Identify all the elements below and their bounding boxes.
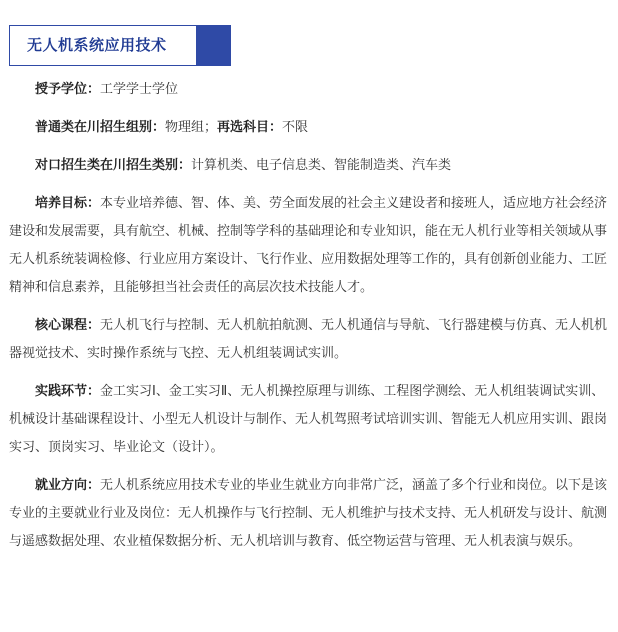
vocational-category-label: 对口招生类在川招生类别： bbox=[35, 158, 192, 173]
reselect-subject-value: 不限 bbox=[282, 120, 309, 135]
major-info-content bbox=[9, 76, 609, 556]
training-goal-label: 培养目标： bbox=[35, 196, 101, 211]
vocational-category-value: 计算机类、电子信息类、智能制造类、汽车类 bbox=[191, 158, 452, 173]
general-group-label: 普通类在川招生组别： bbox=[35, 120, 166, 135]
degree-label: 授予学位： bbox=[35, 82, 101, 97]
practice-text: 金工实习Ⅰ、金工实习Ⅱ、无人机操控原理与训练、工程图学测绘、无人机组装调试实训、机械设计基础课程设计、小型无人机设计与制作、无人机驾照考试培训实训、智能无人机应用实训、跟岗实习、顶岗实习、毕业论文（设计）。 bbox=[9, 384, 608, 455]
general-group-value: 物理组； bbox=[165, 120, 218, 135]
degree-value: 工学学士学位 bbox=[100, 82, 179, 97]
section-title-box bbox=[9, 25, 231, 66]
vocational-category-paragraph bbox=[9, 152, 609, 180]
degree-paragraph bbox=[9, 76, 609, 104]
page-title: 无人机系统应用技术 bbox=[27, 36, 167, 54]
reselect-subject-label: 再选科目： bbox=[217, 120, 283, 135]
core-courses-label: 核心课程： bbox=[35, 318, 101, 333]
employment-text: 无人机系统应用技术专业的毕业生就业方向非常广泛，涵盖了多个行业和岗位。以下是该专业的主要就业行业及岗位：无人机操作与飞行控制、无人机维护与技术支持、无人机研发与设计、航测与遥感数据处理、农业植保数据分析、无人机培训与教育、低空物运营与管理、无人机表演与娱乐。 bbox=[9, 478, 608, 549]
title-accent-block bbox=[196, 26, 230, 65]
core-courses-text: 无人机飞行与控制、无人机航拍航测、无人机通信与导航、飞行器建模与仿真、无人机机器视觉技术、实时操作系统与飞控、无人机组装调试实训。 bbox=[9, 318, 608, 361]
practice-paragraph bbox=[9, 378, 609, 462]
general-group-paragraph bbox=[9, 114, 609, 142]
training-goal-paragraph bbox=[9, 190, 609, 302]
core-courses-paragraph bbox=[9, 312, 609, 368]
employment-paragraph bbox=[9, 472, 609, 556]
training-goal-text: 本专业培养德、智、体、美、劳全面发展的社会主义建设者和接班人，适应地方社会经济建设和发展需要，具有航空、机械、控制等学科的基础理论和专业知识，能在无人机行业等相关领域从事无人机系统装调检修、行业应用方案设计、飞行作业、应用数据处理等工作的，具有创新创业能力、工匠精神和信息素养，且能够担当社会责任的高层次技术技能人才。 bbox=[9, 196, 608, 295]
employment-label: 就业方向： bbox=[35, 478, 101, 493]
practice-label: 实践环节： bbox=[35, 384, 101, 399]
